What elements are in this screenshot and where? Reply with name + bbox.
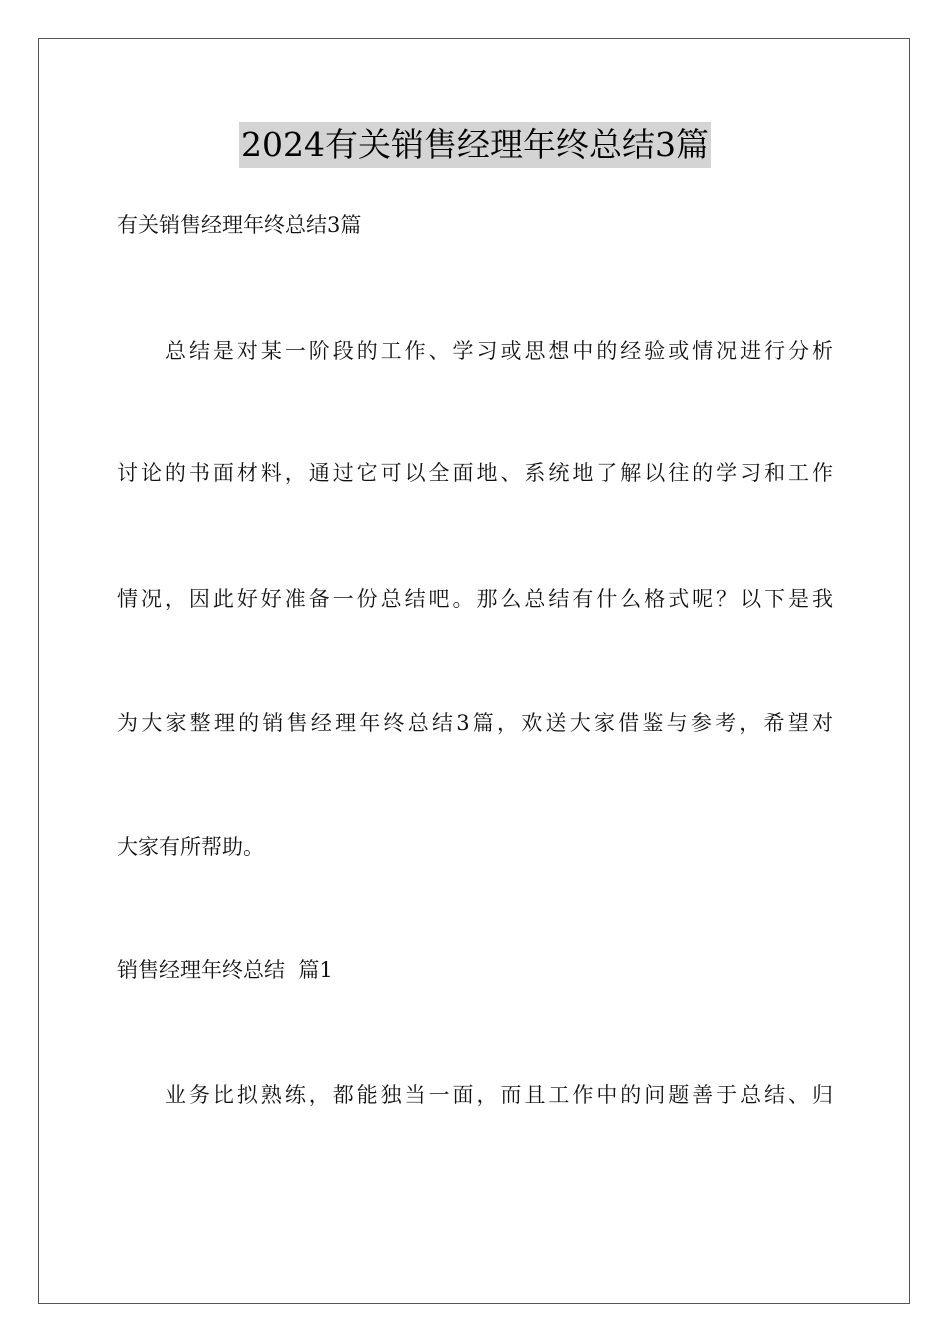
paragraph-line: 为大家整理的销售经理年终总结3篇，欢送大家借鉴与参考，希望对 — [117, 711, 833, 735]
paragraph-line: 情况，因此好好准备一份总结吧。那么总结有什么格式呢？以下是我 — [117, 587, 833, 611]
paragraph-line: 大家有所帮助。 — [117, 835, 264, 859]
paragraph-line: 业务比拟熟练，都能独当一面，而且工作中的问题善于总结、归 — [165, 1083, 833, 1107]
paragraph-line: 总结是对某一阶段的工作、学习或思想中的经验或情况进行分析 — [165, 339, 833, 363]
title-container — [0, 122, 950, 168]
document-title: 2024有关销售经理年终总结3篇 — [239, 122, 711, 168]
section-heading: 销售经理年终总结 篇1 — [117, 958, 333, 982]
paragraph-line: 讨论的书面材料，通过它可以全面地、系统地了解以往的学习和工作 — [117, 461, 833, 485]
document-subtitle: 有关销售经理年终总结3篇 — [117, 213, 362, 237]
